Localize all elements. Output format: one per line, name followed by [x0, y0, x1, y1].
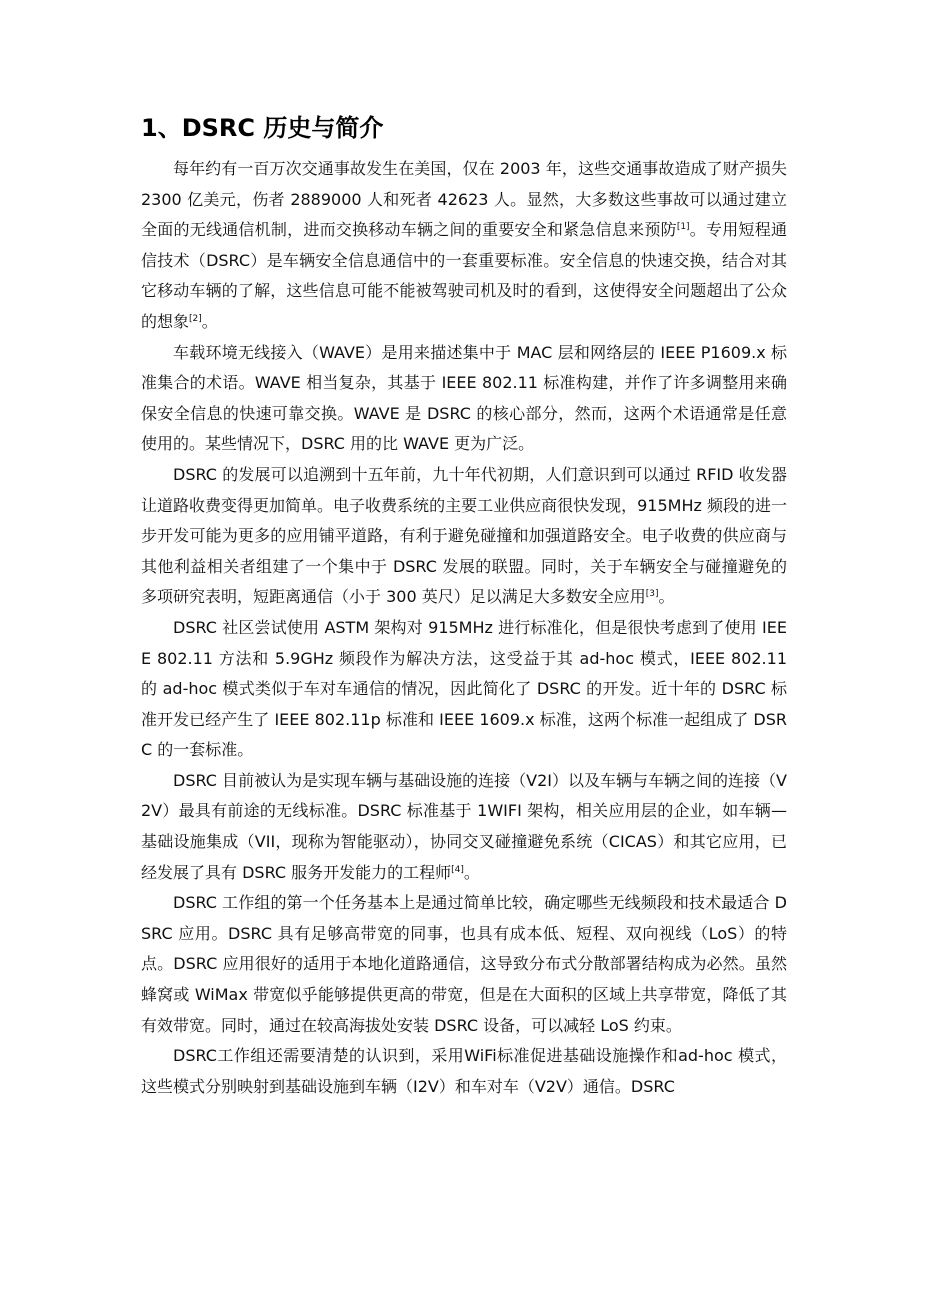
paragraph-text: 车载环境无线接入（WAVE）是用来描述集中于 MAC 层和网络层的 IEEE P1609.x 标准集合的术语。WAVE 相当复杂，其基于 IEEE 802.11 标准构建，并作了许多调整用来确保安全信息的快速可靠交换。WAVE 是 DSRC 的核心部分，然而，这两个术语通常是任意使用的。某些情况下，DSRC 用的比 WAVE 更为广泛。 [141, 342, 787, 454]
paragraph-4 [141, 613, 787, 766]
section-heading: 1、DSRC 历史与简介 [141, 114, 384, 142]
paragraph-text: DSRC 的发展可以追溯到十五年前，九十年代初期，人们意识到可以通过 RFID 收发器让道路收费变得更加简单。电子收费系统的主要工业供应商很快发现，915MHz 频段的进一步开发可能为更多的应用铺平道路，有利于避免碰撞和加强道路安全。电子收费的供应商与其他利益相关者组建了一个集中于 DSRC 发展的联盟。同时，关于车辆安全与碰撞避免的多项研究表明，短距离通信（小于 300 英尺）足以满足大多数安全应用 [141, 464, 787, 607]
document-page [141, 108, 787, 1102]
paragraph-text: 每年约有一百万次交通事故发生在美国，仅在 2003 年，这些交通事故造成了财产损失 2300 亿美元，伤者 2889000 人和死者 42623 人。显然，大多数这些事故可以通过建立全面的无线通信机制，进而交换移动车辆之间的重要安全和紧急信息来预防 [141, 159, 787, 240]
citation: [3] [645, 589, 659, 600]
paragraph-text: 。 [201, 311, 218, 331]
paragraph-5 [141, 766, 787, 888]
paragraph-3 [141, 460, 787, 613]
paragraph-text: DSRC 社区尝试使用 ASTM 架构对 915MHz 进行标准化，但是很快考虑到了使用 IEEE 802.11 方法和 5.9GHz 频段作为解决方法，这受益于其 ad-hoc 模式，IEEE 802.11 的 ad-hoc 模式类似于车对车通信的情况，因此简化了 DSRC 的开发。近十年的 DSRC 标准开发已经产生了 IEEE 802.11p 标准和 IEEE 1609.x 标准，这两个标准一起组成了 DSRC 的一套标准。 [141, 617, 787, 760]
paragraph-1 [141, 154, 787, 338]
citation: [2] [189, 313, 202, 324]
paragraph-text: DSRC 工作组的第一个任务基本上是通过简单比较，确定哪些无线频段和技术最适合 DSRC 应用。DSRC 具有足够高带宽的同事，也具有成本低、短程、双向视线（LoS）的特点。DSRC 应用很好的适用于本地化道路通信，这导致分布式分散部署结构成为必然。虽然蜂窝或 WiMax 带宽似乎能够提供更高的带宽，但是在大面积的区域上共享带宽，降低了其有效带宽。同时，通过在较高海拔处安装 DSRC 设备，可以减轻 LoS 约束。 [141, 893, 787, 1035]
paragraph-6 [141, 888, 787, 1041]
paragraph-text: DSRC 目前被认为是实现车辆与基础设施的连接（V2I）以及车辆与车辆之间的连接（V2V）最具有前途的无线标准。DSRC 标准基于 1WIFI 架构，相关应用层的企业，如车辆—基础设施集成（VII，现称为智能驱动），协同交叉碰撞避免系统（CICAS）和其它应用，已经发展了具有 DSRC 服务开发能力的工程师 [141, 770, 787, 882]
citation: [1] [676, 222, 690, 233]
paragraph-text: 。专用短程通信技术（DSRC）是车辆安全信息通信中的一套重要标准。安全信息的快速交换，结合对其它移动车辆的了解，这些信息可能不能被驾驶司机及时的看到，这使得安全问题超出了公众的想象 [141, 220, 787, 331]
citation: [4] [451, 864, 464, 875]
paragraph-text: 。 [463, 862, 480, 882]
paragraph-7 [141, 1041, 787, 1102]
paragraph-2 [141, 338, 787, 460]
paragraph-text: 。 [658, 587, 675, 607]
paragraph-text: DSRC工作组还需要清楚的认识到，采用WiFi标准促进基础设施操作和ad-hoc 模式，这些模式分别映射到基础设施到车辆（I2V）和车对车（V2V）通信。DSRC [141, 1046, 787, 1096]
